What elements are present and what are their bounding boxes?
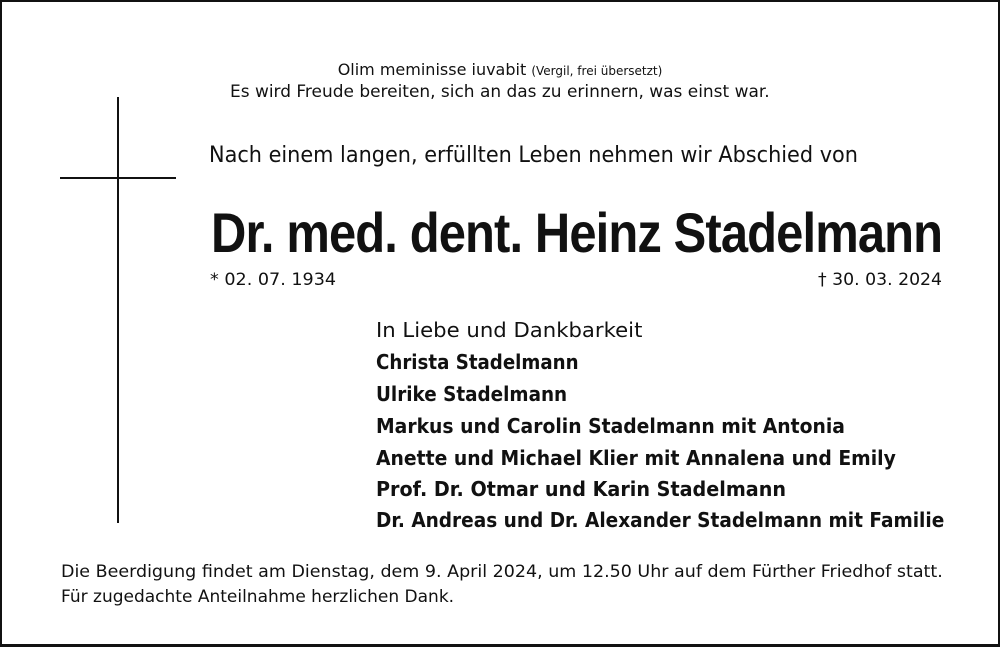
mourner-name: Markus und Carolin Stadelmann mit Antonia — [376, 414, 845, 438]
mourner-name: Dr. Andreas und Dr. Alexander Stadelmann mit Familie — [376, 508, 945, 532]
deceased-name: Dr. med. dent. Heinz Stadelmann — [211, 201, 943, 264]
motto-line — [2, 62, 998, 78]
motto-source: (Vergil, frei übersetzt) — [531, 64, 663, 78]
thanks-text: Für zugedachte Anteilnahme herzlichen Dank. — [61, 587, 455, 607]
birth-date: * 02. 07. 1934 — [210, 270, 337, 290]
funeral-info: Die Beerdigung findet am Dienstag, dem 9. April 2024, um 12.50 Uhr auf dem Fürther Friedhof statt. — [61, 562, 943, 582]
intro-text: Nach einem langen, erfüllten Leben nehmen wir Abschied von — [209, 143, 858, 168]
death-date: † 30. 03. 2024 — [818, 270, 943, 290]
mourner-name: Prof. Dr. Otmar und Karin Stadelmann — [376, 477, 787, 501]
mourners-heading: In Liebe und Dankbarkeit — [376, 318, 643, 342]
mourner-name: Ulrike Stadelmann — [376, 382, 568, 406]
mourner-name: Anette und Michael Klier mit Annalena und Emily — [376, 446, 896, 470]
motto-translation: Es wird Freude bereiten, sich an das zu erinnern, was einst war. — [230, 82, 770, 102]
motto-latin: Olim meminisse iuvabit — [337, 60, 527, 79]
mourner-name: Christa Stadelmann — [376, 350, 579, 374]
cross-icon-bar — [60, 177, 176, 179]
cross-icon — [117, 97, 119, 523]
